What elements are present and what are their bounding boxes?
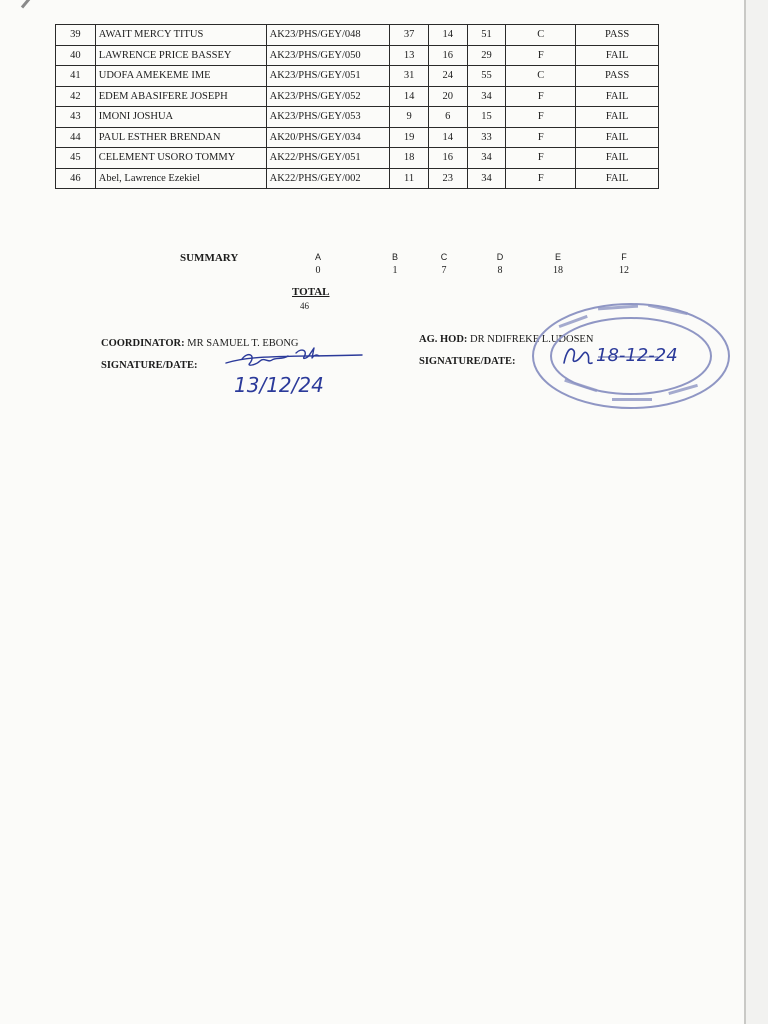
grade-letter: B: [391, 252, 398, 262]
serial-number-cell: 46: [56, 168, 96, 189]
grade-summary-a: [298, 252, 338, 276]
grade-cell: C: [506, 25, 576, 46]
grade-letter: F: [621, 252, 627, 262]
table-row: [56, 148, 659, 169]
student-name-cell: Abel, Lawrence Ezekiel: [95, 168, 266, 189]
total-score-cell: 29: [467, 45, 506, 66]
summary-label: SUMMARY: [180, 252, 239, 264]
student-name-cell: PAUL ESTHER BRENDAN: [95, 127, 266, 148]
total-score-cell: 33: [467, 127, 506, 148]
remark-cell: FAIL: [576, 127, 659, 148]
hod-name: DR NDIFREKE L.UDOSEN: [470, 334, 594, 345]
table-row: [56, 168, 659, 189]
total-score-cell: 34: [467, 148, 506, 169]
grade-summary-c: [424, 252, 464, 276]
grade-cell: F: [506, 168, 576, 189]
hod-title: AG. HOD:: [419, 334, 468, 345]
student-name-cell: IMONI JOSHUA: [95, 107, 266, 128]
grade-summary-e: [538, 252, 578, 276]
grade-count: 12: [619, 265, 629, 276]
serial-number-cell: 40: [56, 45, 96, 66]
ca-score-cell: 18: [390, 148, 429, 169]
reg-number-cell: AK23/PHS/GEY/052: [266, 86, 390, 107]
grade-cell: F: [506, 107, 576, 128]
coordinator-title: COORDINATOR:: [101, 338, 185, 349]
exam-score-cell: 24: [428, 66, 467, 87]
remark-cell: FAIL: [576, 148, 659, 169]
reg-number-cell: AK22/PHS/GEY/051: [266, 148, 390, 169]
student-name-cell: AWAIT MERCY TITUS: [95, 25, 266, 46]
table-row: [56, 45, 659, 66]
grade-letter: C: [440, 252, 448, 262]
ca-score-cell: 9: [390, 107, 429, 128]
grade-count: 8: [497, 265, 503, 276]
exam-score-cell: 14: [428, 127, 467, 148]
total-value: 46: [300, 301, 309, 311]
grade-cell: F: [506, 45, 576, 66]
grade-cell: F: [506, 148, 576, 169]
exam-score-cell: 16: [428, 45, 467, 66]
student-name-cell: EDEM ABASIFERE JOSEPH: [95, 86, 266, 107]
reg-number-cell: AK23/PHS/GEY/053: [266, 107, 390, 128]
grade-summary-d: [480, 252, 520, 276]
total-score-cell: 34: [467, 168, 506, 189]
total-score-cell: 55: [467, 66, 506, 87]
grade-letter: D: [496, 252, 504, 262]
remark-cell: PASS: [576, 66, 659, 87]
reg-number-cell: AK23/PHS/GEY/048: [266, 25, 390, 46]
serial-number-cell: 45: [56, 148, 96, 169]
remark-cell: FAIL: [576, 86, 659, 107]
coordinator-signature-label: SIGNATURE/DATE:: [101, 360, 198, 371]
exam-score-cell: 20: [428, 86, 467, 107]
grade-cell: C: [506, 66, 576, 87]
remark-cell: FAIL: [576, 45, 659, 66]
grade-count: 7: [441, 265, 447, 276]
total-score-cell: 34: [467, 86, 506, 107]
reg-number-cell: AK23/PHS/GEY/050: [266, 45, 390, 66]
table-row: [56, 25, 659, 46]
ca-score-cell: 31: [390, 66, 429, 87]
ca-score-cell: 11: [390, 168, 429, 189]
total-score-cell: 15: [467, 107, 506, 128]
student-name-cell: UDOFA AMEKEME IME: [95, 66, 266, 87]
serial-number-cell: 44: [56, 127, 96, 148]
serial-number-cell: 41: [56, 66, 96, 87]
ca-score-cell: 37: [390, 25, 429, 46]
summary-grades: [290, 252, 670, 292]
grade-count: 18: [553, 265, 563, 276]
hod-signature: [560, 337, 720, 373]
reg-number-cell: AK22/PHS/GEY/002: [266, 168, 390, 189]
coordinator-name: MR SAMUEL T. EBONG: [187, 338, 299, 349]
ca-score-cell: 14: [390, 86, 429, 107]
grade-letter: A: [314, 252, 321, 262]
ca-score-cell: 13: [390, 45, 429, 66]
serial-number-cell: 39: [56, 25, 96, 46]
grade-letter: E: [554, 252, 561, 262]
hod-handwritten-date: 18-12-24: [596, 345, 678, 366]
grade-summary-f: [604, 252, 644, 276]
hod-signature-label: SIGNATURE/DATE:: [419, 356, 516, 367]
remark-cell: FAIL: [576, 107, 659, 128]
margin-pen-mark: [21, 0, 41, 8]
serial-number-cell: 42: [56, 86, 96, 107]
student-name-cell: LAWRENCE PRICE BASSEY: [95, 45, 266, 66]
remark-cell: FAIL: [576, 168, 659, 189]
grade-cell: F: [506, 86, 576, 107]
results-table: [55, 24, 659, 189]
student-name-cell: CELEMENT USORO TOMMY: [95, 148, 266, 169]
coordinator-handwritten-date: 13/12/24: [234, 373, 324, 397]
exam-score-cell: 23: [428, 168, 467, 189]
exam-score-cell: 6: [428, 107, 467, 128]
ca-score-cell: 19: [390, 127, 429, 148]
page-edge: [744, 0, 746, 1024]
serial-number-cell: 43: [56, 107, 96, 128]
reg-number-cell: AK20/PHS/GEY/034: [266, 127, 390, 148]
grade-cell: F: [506, 127, 576, 148]
grade-count: 1: [392, 265, 398, 276]
grade-summary-b: [375, 252, 415, 276]
exam-score-cell: 16: [428, 148, 467, 169]
total-score-cell: 51: [467, 25, 506, 46]
grade-count: 0: [315, 265, 321, 276]
table-row: [56, 86, 659, 107]
exam-score-cell: 14: [428, 25, 467, 46]
remark-cell: PASS: [576, 25, 659, 46]
coordinator-signature: [222, 345, 372, 400]
table-row: [56, 66, 659, 87]
total-label: TOTAL: [292, 286, 330, 298]
table-row: [56, 127, 659, 148]
table-row: [56, 107, 659, 128]
reg-number-cell: AK23/PHS/GEY/051: [266, 66, 390, 87]
results-table-body: [56, 25, 659, 189]
